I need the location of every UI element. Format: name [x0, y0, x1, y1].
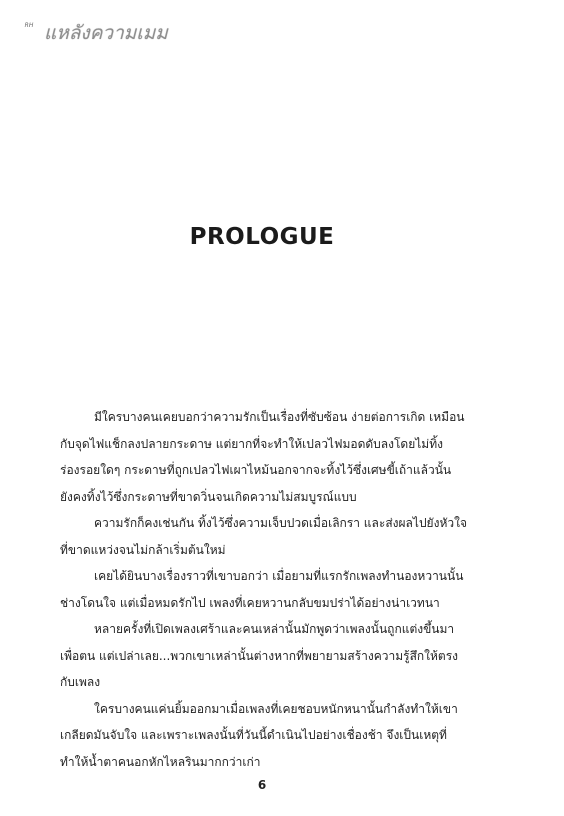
text-line: ทำให้น้ำตาคนอกหักไหลรินมากกว่าเก่า — [60, 754, 261, 769]
text-line: เคยได้ยินบางเรื่องราวที่เขาบอกว่า เมื่อยามที่แรกรักเพลงทำนองหวานนั้น — [94, 569, 464, 583]
book-logo — [20, 16, 170, 46]
text-line: กับเพลง — [60, 675, 101, 689]
text-line: ยังคงทิ้งไว้ซึ่งกระดาษที่ขาดวิ่นจนเกิดความไม่สมบูรณ์แบบ — [60, 489, 357, 504]
logo-text: แหลังความเมม — [44, 22, 168, 44]
text-line: ความรักก็คงเช่นกัน ทิ้งไว้ซึ่งความเจ็บปวดเมื่อเลิกรา และส่งผลไปยังหัวใจ — [94, 516, 467, 530]
text-line: ช่างโดนใจ แต่เมื่อหมดรักไป เพลงที่เคยหวานกลับขมปร่าได้อย่างน่าเวทนา — [60, 595, 440, 610]
text-line: ใครบางคนแค่นยิ้มออกมาเมื่อเพลงที่เคยชอบหนักหนานั้นกำลังทำให้เขา — [94, 701, 458, 716]
text-line: เกลียดมันจับใจ และเพราะเพลงนั้นที่วันนี้ดำเนินไปอย่างเชื่องช้า จึงเป็นเหตุที่ — [60, 728, 447, 742]
page-number: 6 — [257, 778, 267, 792]
text-line: หลายครั้งที่เปิดเพลงเศร้าและคนเหล่านั้นมักพูดว่าเพลงนั้นถูกแต่งขึ้นมา — [94, 622, 455, 636]
logo-small-mark: RH — [24, 22, 34, 29]
text-line: ที่ขาดแหว่งจนไม่กล้าเริ่มต้นใหม่ — [60, 542, 226, 557]
chapter-title: PROLOGUE — [189, 224, 335, 250]
text-line: กับจุดไฟแช็กลงปลายกระดาษ แต่ยากที่จะทำให้เปลวไฟมอดดับลงโดยไม่ทิ้ง — [60, 436, 443, 451]
text-line: มีใครบางคนเคยบอกว่าความรักเป็นเรื่องที่ซับซ้อน ง่ายต่อการเกิด เหมือน — [94, 410, 465, 424]
body-text — [60, 404, 471, 775]
text-line: ร่องรอยใดๆ กระดาษที่ถูกเปลวไฟเผาไหม้นอกจากจะทิ้งไว้ซึ่งเศษขี้เถ้าแล้วนั้น — [60, 463, 452, 477]
text-line: เพื่อตน แต่เปล่าเลย...พวกเขาเหล่านั้นต่างหากที่พยายามสร้างความรู้สึกให้ตรง — [60, 648, 459, 663]
